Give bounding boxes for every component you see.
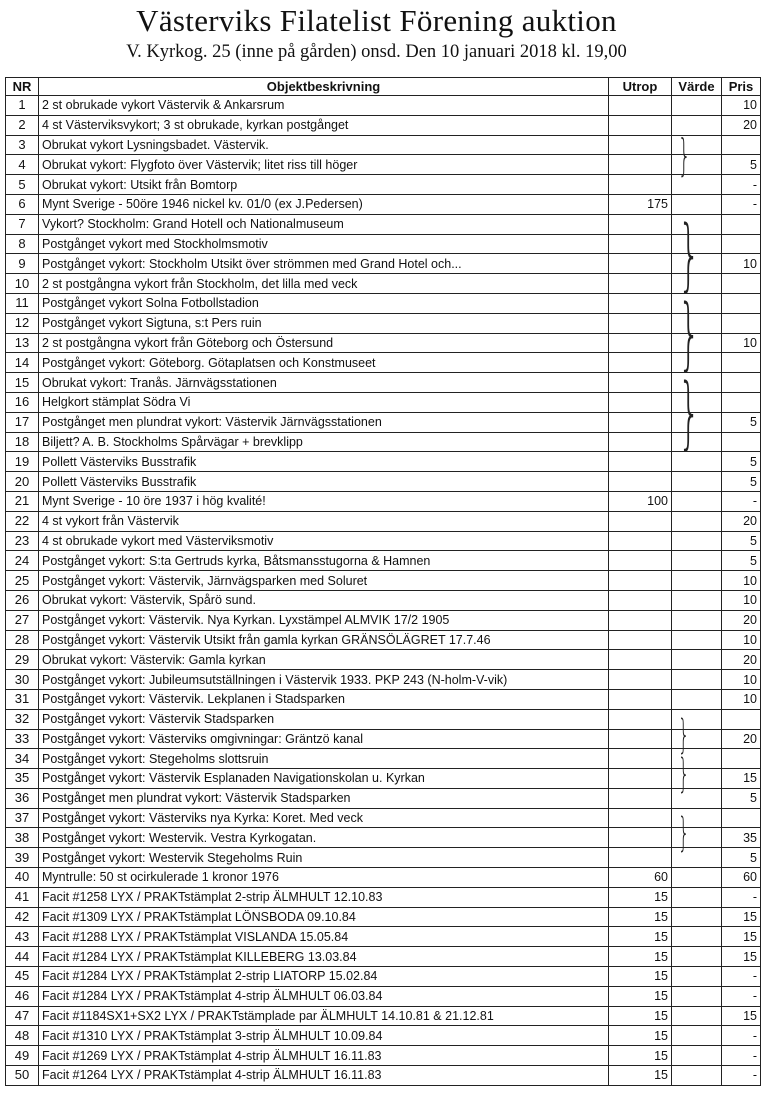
table-row xyxy=(6,808,761,828)
cell-pris: 5 xyxy=(722,788,761,808)
cell-utrop xyxy=(609,808,672,828)
cell-description: Facit #1288 LYX / PRAKTstämplat VISLANDA 15.05.84 xyxy=(39,927,609,947)
cell-description: Myntrulle: 50 st ocirkulerade 1 kronor 1976 xyxy=(39,868,609,888)
table-row xyxy=(6,373,761,393)
cell-varde xyxy=(672,96,722,116)
cell-pris xyxy=(722,392,761,412)
cell-pris: 10 xyxy=(722,689,761,709)
cell-nr: 43 xyxy=(6,927,39,947)
cell-nr: 30 xyxy=(6,670,39,690)
cell-description: Facit #1258 LYX / PRAKTstämplat 2-strip ÄLMHULT 12.10.83 xyxy=(39,887,609,907)
cell-nr: 4 xyxy=(6,155,39,175)
cell-description: Facit #1310 LYX / PRAKTstämplat 3-strip ÄLMHULT 10.09.84 xyxy=(39,1026,609,1046)
table-row xyxy=(6,194,761,214)
cell-description: Facit #1284 LYX / PRAKTstämplat 2-strip LIATORP 15.02.84 xyxy=(39,967,609,987)
cell-pris: 5 xyxy=(722,472,761,492)
cell-description: Facit #1184SX1+SX2 LYX / PRAKTstämplade par ÄLMHULT 14.10.81 & 21.12.81 xyxy=(39,1006,609,1026)
cell-utrop xyxy=(609,392,672,412)
cell-utrop: 15 xyxy=(609,1066,672,1086)
table-row xyxy=(6,868,761,888)
cell-utrop xyxy=(609,452,672,472)
table-row xyxy=(6,927,761,947)
cell-description: Postgånget vykort: Stegeholms slottsruin xyxy=(39,749,609,769)
cell-description: Obrukat vykort: Västervik: Gamla kyrkan xyxy=(39,650,609,670)
cell-pris: 15 xyxy=(722,769,761,789)
cell-description: Postgånget vykort: Jubileumsutställningen i Västervik 1933. PKP 243 (N-holm-V-vik) xyxy=(39,670,609,690)
cell-utrop: 60 xyxy=(609,868,672,888)
table-row xyxy=(6,472,761,492)
table-row xyxy=(6,175,761,195)
cell-nr: 49 xyxy=(6,1046,39,1066)
cell-pris: - xyxy=(722,1066,761,1086)
cell-utrop xyxy=(609,511,672,531)
cell-nr: 8 xyxy=(6,234,39,254)
table-row xyxy=(6,274,761,294)
cell-pris: 5 xyxy=(722,531,761,551)
cell-nr: 41 xyxy=(6,887,39,907)
cell-nr: 31 xyxy=(6,689,39,709)
cell-description: Facit #1269 LYX / PRAKTstämplat 4-strip ÄLMHULT 16.11.83 xyxy=(39,1046,609,1066)
cell-description: Obrukat vykort: Flygfoto över Västervik; litet riss till höger xyxy=(39,155,609,175)
cell-utrop: 15 xyxy=(609,1026,672,1046)
table-row xyxy=(6,115,761,135)
column-header-description: Objektbeskrivning xyxy=(39,78,609,96)
cell-description: Postgånget vykort Solna Fotbollstadion xyxy=(39,293,609,313)
cell-nr: 10 xyxy=(6,274,39,294)
cell-pris xyxy=(722,274,761,294)
cell-description: Postgånget vykort: Västervik. Lekplanen i Stadsparken xyxy=(39,689,609,709)
cell-pris xyxy=(722,709,761,729)
cell-varde xyxy=(672,927,722,947)
cell-varde xyxy=(672,551,722,571)
cell-varde xyxy=(672,967,722,987)
cell-description: Postgånget vykort: Västerviks nya Kyrka: Koret. Med veck xyxy=(39,808,609,828)
cell-pris: 10 xyxy=(722,590,761,610)
table-row xyxy=(6,313,761,333)
cell-utrop: 15 xyxy=(609,907,672,927)
handwritten-brace-mark: } xyxy=(678,130,691,181)
cell-pris xyxy=(722,313,761,333)
table-row xyxy=(6,907,761,927)
cell-pris: - xyxy=(722,175,761,195)
cell-varde xyxy=(672,689,722,709)
table-row xyxy=(6,392,761,412)
cell-varde xyxy=(672,1006,722,1026)
table-body xyxy=(6,96,761,1086)
cell-utrop: 15 xyxy=(609,1046,672,1066)
cell-utrop xyxy=(609,472,672,492)
cell-pris: - xyxy=(722,491,761,511)
cell-pris: 5 xyxy=(722,551,761,571)
cell-pris: 20 xyxy=(722,729,761,749)
table-row xyxy=(6,571,761,591)
table-row xyxy=(6,412,761,432)
cell-description: Vykort? Stockholm: Grand Hotell och Nationalmuseum xyxy=(39,214,609,234)
table-row xyxy=(6,353,761,373)
handwritten-brace-mark: } xyxy=(678,289,701,379)
header-row xyxy=(6,78,761,96)
cell-varde xyxy=(672,610,722,630)
cell-nr: 29 xyxy=(6,650,39,670)
cell-description: Postgånget vykort: Göteborg. Götaplatsen och Konstmuseet xyxy=(39,353,609,373)
cell-utrop: 15 xyxy=(609,1006,672,1026)
cell-pris: 10 xyxy=(722,96,761,116)
handwritten-brace-mark: } xyxy=(678,210,701,300)
column-header-nr: NR xyxy=(6,78,39,96)
cell-pris: - xyxy=(722,887,761,907)
table-row xyxy=(6,986,761,1006)
cell-description: Helgkort stämplat Södra Vi xyxy=(39,392,609,412)
cell-pris: 10 xyxy=(722,571,761,591)
cell-pris xyxy=(722,373,761,393)
document-subtitle: V. Kyrkog. 25 (inne på gården) onsd. Den 10 januari 2018 kl. 19,00 xyxy=(126,42,627,62)
cell-description: 2 st obrukade vykort Västervik & Ankarsrum xyxy=(39,96,609,116)
cell-nr: 19 xyxy=(6,452,39,472)
cell-nr: 35 xyxy=(6,769,39,789)
table-row xyxy=(6,947,761,967)
table-row xyxy=(6,709,761,729)
cell-nr: 44 xyxy=(6,947,39,967)
cell-pris: 10 xyxy=(722,630,761,650)
cell-utrop xyxy=(609,729,672,749)
cell-description: Mynt Sverige - 10 öre 1937 i hög kvalité! xyxy=(39,491,609,511)
table-row xyxy=(6,670,761,690)
cell-pris xyxy=(722,749,761,769)
table-row xyxy=(6,610,761,630)
cell-pris: - xyxy=(722,194,761,214)
cell-description: 2 st postgångna vykort från Stockholm, det lilla med veck xyxy=(39,274,609,294)
cell-nr: 18 xyxy=(6,432,39,452)
cell-nr: 25 xyxy=(6,571,39,591)
cell-nr: 28 xyxy=(6,630,39,650)
cell-utrop xyxy=(609,115,672,135)
cell-nr: 22 xyxy=(6,511,39,531)
table-row xyxy=(6,967,761,987)
cell-utrop xyxy=(609,571,672,591)
table-row xyxy=(6,96,761,116)
cell-description: Postgånget vykort: Västervik Stadsparken xyxy=(39,709,609,729)
cell-varde xyxy=(672,650,722,670)
handwritten-brace-mark: } xyxy=(678,368,701,458)
handwritten-brace-mark: } xyxy=(678,751,690,797)
cell-utrop xyxy=(609,551,672,571)
cell-description: Postgånget vykort: Stockholm Utsikt över strömmen med Grand Hotel och... xyxy=(39,254,609,274)
cell-utrop xyxy=(609,353,672,373)
cell-nr: 48 xyxy=(6,1026,39,1046)
table-row xyxy=(6,1006,761,1026)
cell-pris: 5 xyxy=(722,412,761,432)
handwritten-brace-mark: } xyxy=(678,712,690,758)
cell-pris: 20 xyxy=(722,650,761,670)
cell-utrop xyxy=(609,749,672,769)
cell-nr: 2 xyxy=(6,115,39,135)
cell-pris: 15 xyxy=(722,907,761,927)
cell-nr: 21 xyxy=(6,491,39,511)
cell-nr: 47 xyxy=(6,1006,39,1026)
cell-utrop xyxy=(609,650,672,670)
table-row xyxy=(6,293,761,313)
cell-utrop xyxy=(609,254,672,274)
table-row xyxy=(6,491,761,511)
cell-nr: 16 xyxy=(6,392,39,412)
cell-description: Postgånget vykort: Västervik Esplanaden Navigationskolan u. Kyrkan xyxy=(39,769,609,789)
table-row xyxy=(6,828,761,848)
cell-pris xyxy=(722,135,761,155)
table-row xyxy=(6,234,761,254)
cell-pris: 20 xyxy=(722,511,761,531)
cell-description: Postgånget men plundrat vykort: Västervik Järnvägsstationen xyxy=(39,412,609,432)
cell-nr: 23 xyxy=(6,531,39,551)
cell-pris: 20 xyxy=(722,115,761,135)
cell-utrop xyxy=(609,412,672,432)
column-header-varde: Värde xyxy=(672,78,722,96)
cell-pris: 5 xyxy=(722,155,761,175)
cell-nr: 1 xyxy=(6,96,39,116)
cell-nr: 6 xyxy=(6,194,39,214)
cell-nr: 14 xyxy=(6,353,39,373)
cell-description: Postgånget vykort: Västervik Utsikt från gamla kyrkan GRÄNSÖLÄGRET 17.7.46 xyxy=(39,630,609,650)
cell-varde xyxy=(672,472,722,492)
cell-utrop xyxy=(609,590,672,610)
table-row xyxy=(6,590,761,610)
cell-varde xyxy=(672,630,722,650)
cell-pris: 60 xyxy=(722,868,761,888)
cell-pris: 15 xyxy=(722,927,761,947)
cell-nr: 45 xyxy=(6,967,39,987)
cell-utrop xyxy=(609,274,672,294)
cell-utrop xyxy=(609,175,672,195)
table-row xyxy=(6,511,761,531)
cell-nr: 26 xyxy=(6,590,39,610)
cell-pris: 10 xyxy=(722,333,761,353)
cell-nr: 12 xyxy=(6,313,39,333)
cell-description: Postgånget vykort: Västervik, Järnvägsparken med Soluret xyxy=(39,571,609,591)
cell-utrop: 15 xyxy=(609,947,672,967)
cell-varde xyxy=(672,491,722,511)
cell-pris xyxy=(722,234,761,254)
cell-utrop xyxy=(609,610,672,630)
cell-description: Obrukat vykort Lysningsbadet. Västervik. xyxy=(39,135,609,155)
cell-varde xyxy=(672,868,722,888)
table-row xyxy=(6,769,761,789)
cell-nr: 34 xyxy=(6,749,39,769)
cell-pris: - xyxy=(722,967,761,987)
cell-utrop xyxy=(609,788,672,808)
cell-utrop xyxy=(609,155,672,175)
table-row xyxy=(6,551,761,571)
cell-description: Mynt Sverige - 50öre 1946 nickel kv. 01/0 (ex J.Pedersen) xyxy=(39,194,609,214)
cell-description: Obrukat vykort: Västervik, Spårö sund. xyxy=(39,590,609,610)
cell-description: Facit #1309 LYX / PRAKTstämplat LÖNSBODA 09.10.84 xyxy=(39,907,609,927)
cell-nr: 9 xyxy=(6,254,39,274)
table-row xyxy=(6,887,761,907)
cell-pris xyxy=(722,214,761,234)
cell-pris xyxy=(722,432,761,452)
cell-description: Postgånget vykort: Västerviks omgivningar: Gräntzö kanal xyxy=(39,729,609,749)
table-row xyxy=(6,749,761,769)
table-row xyxy=(6,452,761,472)
table-row xyxy=(6,1026,761,1046)
cell-utrop: 15 xyxy=(609,927,672,947)
cell-utrop xyxy=(609,531,672,551)
cell-utrop xyxy=(609,848,672,868)
cell-description: 4 st vykort från Västervik xyxy=(39,511,609,531)
cell-nr: 38 xyxy=(6,828,39,848)
table-row xyxy=(6,689,761,709)
table-row xyxy=(6,254,761,274)
cell-nr: 11 xyxy=(6,293,39,313)
cell-description: Obrukat vykort: Utsikt från Bomtorp xyxy=(39,175,609,195)
cell-description: Facit #1284 LYX / PRAKTstämplat KILLEBERG 13.03.84 xyxy=(39,947,609,967)
cell-description: Obrukat vykort: Tranås. Järnvägsstationen xyxy=(39,373,609,393)
cell-utrop: 15 xyxy=(609,887,672,907)
cell-pris xyxy=(722,293,761,313)
cell-pris: 5 xyxy=(722,848,761,868)
cell-description: Facit #1284 LYX / PRAKTstämplat 4-strip ÄLMHULT 06.03.84 xyxy=(39,986,609,1006)
cell-varde xyxy=(672,947,722,967)
cell-pris: - xyxy=(722,986,761,1006)
cell-utrop xyxy=(609,630,672,650)
cell-utrop xyxy=(609,214,672,234)
cell-utrop xyxy=(609,293,672,313)
cell-nr: 5 xyxy=(6,175,39,195)
table-row xyxy=(6,214,761,234)
cell-nr: 37 xyxy=(6,808,39,828)
table-row xyxy=(6,650,761,670)
cell-utrop xyxy=(609,373,672,393)
cell-pris: 20 xyxy=(722,610,761,630)
cell-utrop xyxy=(609,96,672,116)
cell-utrop: 15 xyxy=(609,986,672,1006)
cell-nr: 24 xyxy=(6,551,39,571)
cell-varde xyxy=(672,887,722,907)
cell-nr: 42 xyxy=(6,907,39,927)
cell-utrop xyxy=(609,670,672,690)
cell-varde xyxy=(672,511,722,531)
table-row xyxy=(6,333,761,353)
cell-utrop: 15 xyxy=(609,967,672,987)
cell-nr: 13 xyxy=(6,333,39,353)
cell-nr: 32 xyxy=(6,709,39,729)
cell-pris xyxy=(722,808,761,828)
cell-varde xyxy=(672,1066,722,1086)
cell-utrop xyxy=(609,135,672,155)
cell-pris: 15 xyxy=(722,947,761,967)
table-row xyxy=(6,432,761,452)
table-row xyxy=(6,788,761,808)
cell-varde xyxy=(672,670,722,690)
cell-pris: 15 xyxy=(722,1006,761,1026)
table-row xyxy=(6,155,761,175)
cell-varde xyxy=(672,571,722,591)
cell-nr: 17 xyxy=(6,412,39,432)
cell-utrop: 100 xyxy=(609,491,672,511)
cell-utrop xyxy=(609,689,672,709)
cell-nr: 40 xyxy=(6,868,39,888)
cell-description: Postgånget vykort Sigtuna, s:t Pers ruin xyxy=(39,313,609,333)
cell-pris: 10 xyxy=(722,670,761,690)
table-row xyxy=(6,135,761,155)
cell-description: Facit #1264 LYX / PRAKTstämplat 4-strip ÄLMHULT 16.11.83 xyxy=(39,1066,609,1086)
table-row xyxy=(6,630,761,650)
cell-description: Pollett Västerviks Busstrafik xyxy=(39,452,609,472)
document-title: Västerviks Filatelist Förening auktion xyxy=(136,3,617,38)
cell-utrop xyxy=(609,313,672,333)
cell-description: 2 st postgångna vykort från Göteborg och Östersund xyxy=(39,333,609,353)
cell-nr: 36 xyxy=(6,788,39,808)
cell-description: 4 st Västerviksvykort; 3 st obrukade, kyrkan postgånget xyxy=(39,115,609,135)
column-header-pris: Pris xyxy=(722,78,761,96)
table-row xyxy=(6,531,761,551)
cell-utrop xyxy=(609,234,672,254)
cell-nr: 27 xyxy=(6,610,39,630)
cell-varde xyxy=(672,907,722,927)
cell-description: Postgånget vykort: Westervik Stegeholms Ruin xyxy=(39,848,609,868)
cell-pris: - xyxy=(722,1046,761,1066)
cell-pris xyxy=(722,353,761,373)
cell-nr: 3 xyxy=(6,135,39,155)
cell-nr: 39 xyxy=(6,848,39,868)
cell-pris: 10 xyxy=(722,254,761,274)
table-row xyxy=(6,1046,761,1066)
cell-pris: 35 xyxy=(722,828,761,848)
cell-description: Postgånget vykort: S:ta Gertruds kyrka, Båtsmansstugorna & Hamnen xyxy=(39,551,609,571)
cell-pris: - xyxy=(722,1026,761,1046)
cell-utrop xyxy=(609,333,672,353)
cell-utrop xyxy=(609,432,672,452)
cell-description: Pollett Västerviks Busstrafik xyxy=(39,472,609,492)
cell-utrop: 175 xyxy=(609,194,672,214)
cell-varde xyxy=(672,1046,722,1066)
cell-nr: 20 xyxy=(6,472,39,492)
table-row xyxy=(6,729,761,749)
handwritten-brace-mark: } xyxy=(678,810,690,856)
table-row xyxy=(6,848,761,868)
auction-table xyxy=(5,77,761,1086)
cell-varde xyxy=(672,1026,722,1046)
cell-description: Postgånget vykort med Stockholmsmotiv xyxy=(39,234,609,254)
column-header-utrop: Utrop xyxy=(609,78,672,96)
table-row xyxy=(6,1066,761,1086)
cell-description: Biljett? A. B. Stockholms Spårvägar + brevklipp xyxy=(39,432,609,452)
cell-varde xyxy=(672,986,722,1006)
cell-utrop xyxy=(609,709,672,729)
cell-utrop xyxy=(609,769,672,789)
cell-description: Postgånget vykort: Västervik. Nya Kyrkan. Lyxstämpel ALMVIK 17/2 1905 xyxy=(39,610,609,630)
cell-description: 4 st obrukade vykort med Västerviksmotiv xyxy=(39,531,609,551)
cell-nr: 50 xyxy=(6,1066,39,1086)
cell-utrop xyxy=(609,828,672,848)
cell-nr: 7 xyxy=(6,214,39,234)
cell-description: Postgånget men plundrat vykort: Västervik Stadsparken xyxy=(39,788,609,808)
cell-nr: 33 xyxy=(6,729,39,749)
cell-pris: 5 xyxy=(722,452,761,472)
table-header xyxy=(6,78,761,96)
cell-varde xyxy=(672,531,722,551)
cell-varde xyxy=(672,590,722,610)
cell-nr: 46 xyxy=(6,986,39,1006)
cell-nr: 15 xyxy=(6,373,39,393)
cell-description: Postgånget vykort: Westervik. Vestra Kyrkogatan. xyxy=(39,828,609,848)
